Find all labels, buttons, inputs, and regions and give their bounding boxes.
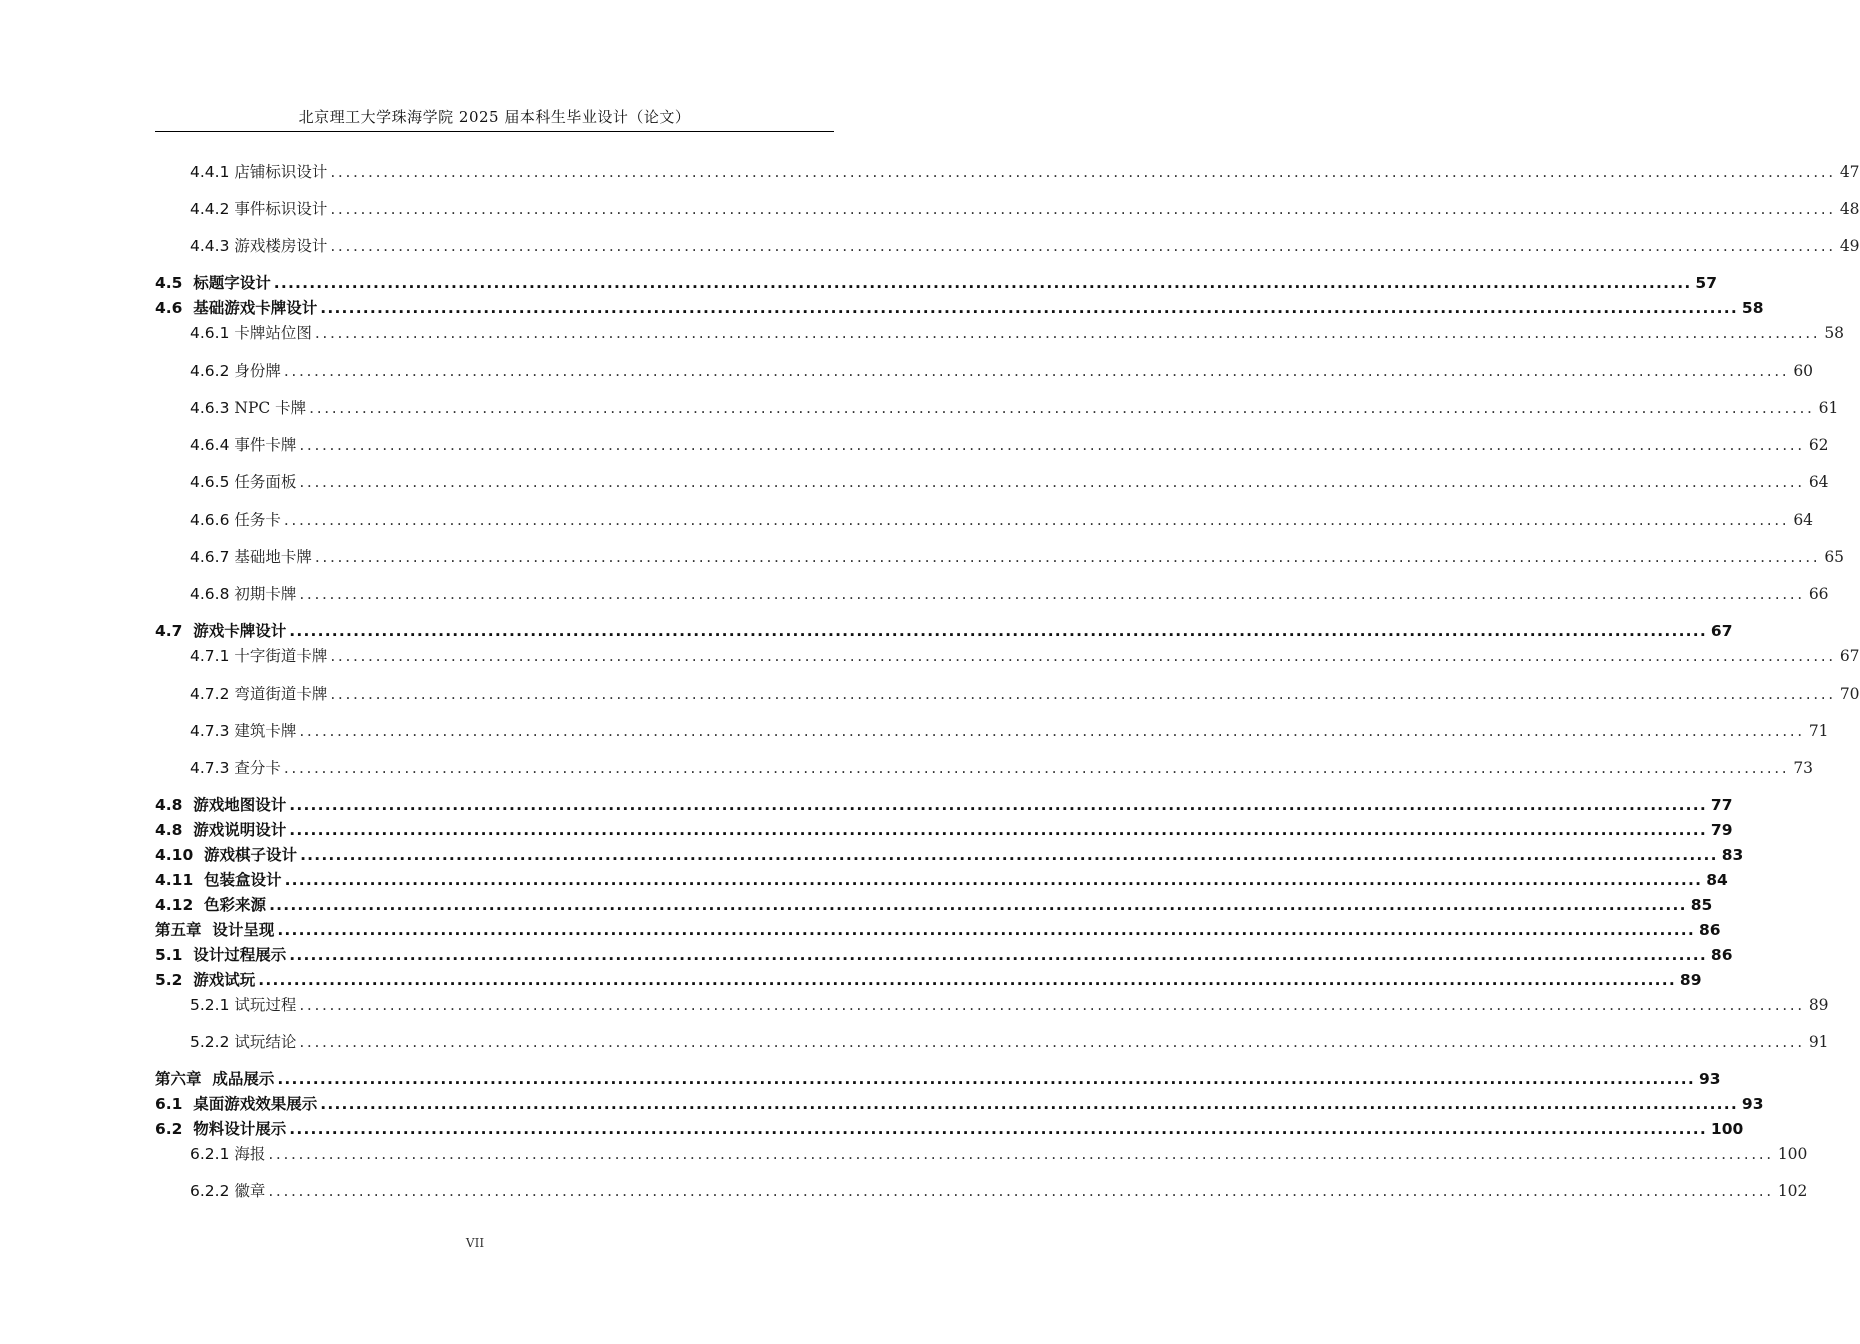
toc-entry[interactable] xyxy=(190,197,1860,219)
toc-entry[interactable] xyxy=(190,582,1829,604)
toc-entry-title: 游戏说明设计 xyxy=(193,821,287,839)
toc-entry-number: 4.6.8 xyxy=(190,585,230,603)
toc-entry-title: 基础游戏卡牌设计 xyxy=(193,299,318,317)
toc-entry-title: 任务卡 xyxy=(234,511,281,529)
toc-leader-dots: ........................................................................................................................................................................................................ xyxy=(299,996,1805,1014)
toc-entry-page: 70 xyxy=(1839,685,1860,703)
toc-entry[interactable] xyxy=(155,271,1717,293)
toc-leader-dots: ........................................................................................................................................................................................................ xyxy=(299,722,1805,740)
toc-entry-label xyxy=(190,433,296,455)
toc-leader-dots: ........................................................................................................................................................................................................ xyxy=(273,274,1692,292)
toc-entry[interactable] xyxy=(155,1067,1721,1089)
toc-leader-dots: ........................................................................................................................................................................................................ xyxy=(299,1033,1805,1051)
toc-entry-title: 设计过程展示 xyxy=(193,946,287,964)
toc-entry-label xyxy=(155,943,286,965)
toc-entry-number: 4.8 xyxy=(155,821,183,839)
toc-entry-number: 4.10 xyxy=(155,846,194,864)
toc-entry-label xyxy=(190,321,312,343)
toc-entry-page: 73 xyxy=(1793,759,1814,777)
toc-entry[interactable] xyxy=(155,918,1721,940)
toc-leader-dots: ........................................................................................................................................................................................................ xyxy=(299,436,1805,454)
toc-entry-number: 4.6.5 xyxy=(190,473,230,491)
toc-leader-dots: ........................................................................................................................................................................................................ xyxy=(284,871,1703,889)
header-rule xyxy=(155,131,834,132)
toc-entry-page: 84 xyxy=(1706,871,1728,889)
toc-entry-page: 64 xyxy=(1793,511,1814,529)
toc-entry-label xyxy=(190,756,281,778)
toc-entry-title: 初期卡牌 xyxy=(234,585,297,603)
toc-entry-page: 86 xyxy=(1710,946,1733,964)
toc-entry-number: 4.6.1 xyxy=(190,324,230,342)
toc-entry-label xyxy=(190,545,312,567)
toc-entry[interactable] xyxy=(190,1030,1829,1052)
toc-entry-page: 58 xyxy=(1741,299,1764,317)
toc-entry-page: 64 xyxy=(1808,473,1829,491)
toc-entry-title: 十字街道卡牌 xyxy=(234,647,328,665)
toc-entry-title: 游戏棋子设计 xyxy=(204,846,298,864)
toc-entry-label xyxy=(190,719,296,741)
toc-entry-label xyxy=(190,993,296,1015)
toc-leader-dots: ........................................................................................................................................................................................................ xyxy=(330,200,1836,218)
toc-entry-number: 4.7.3 xyxy=(190,759,230,777)
toc-entry-page: 62 xyxy=(1808,436,1829,454)
toc-entry-title: 基础地卡牌 xyxy=(234,548,312,566)
toc-entry-title: 游戏试玩 xyxy=(193,971,256,989)
toc-leader-dots: ........................................................................................................................................................................................................ xyxy=(330,685,1836,703)
toc-entry[interactable] xyxy=(190,993,1829,1015)
toc-entry-number: 5.2.1 xyxy=(190,996,230,1014)
toc-entry-number: 6.2 xyxy=(155,1120,183,1138)
toc-entry-number: 4.7.3 xyxy=(190,722,230,740)
toc-entry-label xyxy=(155,793,286,815)
toc-entry-number: 4.7.1 xyxy=(190,647,230,665)
toc-entry-page: 89 xyxy=(1808,996,1829,1014)
toc-entry-title: 事件标识设计 xyxy=(234,200,328,218)
toc-leader-dots: ........................................................................................................................................................................................................ xyxy=(309,399,1815,417)
toc-entry[interactable] xyxy=(190,1142,1808,1164)
toc-entry-label xyxy=(155,619,286,641)
toc-entry-page: 66 xyxy=(1808,585,1829,603)
toc-entry-page: 102 xyxy=(1777,1182,1808,1200)
toc-entry-title: 身份牌 xyxy=(234,362,281,380)
toc-entry-title: 成品展示 xyxy=(212,1070,275,1088)
toc-entry-label xyxy=(155,1117,286,1139)
toc-entry[interactable] xyxy=(155,1092,1764,1114)
toc-entry[interactable] xyxy=(155,793,1733,815)
toc-leader-dots: ........................................................................................................................................................................................................ xyxy=(289,622,1707,640)
toc-entry-page: 67 xyxy=(1710,622,1733,640)
toc-entry-title: 物料设计展示 xyxy=(193,1120,287,1138)
toc-entry[interactable] xyxy=(190,719,1829,741)
toc-entry[interactable] xyxy=(155,968,1702,990)
toc-leader-dots: ........................................................................................................................................................................................................ xyxy=(314,324,1821,342)
toc-entry-page: 93 xyxy=(1698,1070,1721,1088)
toc-entry-page: 61 xyxy=(1818,399,1839,417)
toc-entry-title: 弯道街道卡牌 xyxy=(234,685,328,703)
toc-entry-number: 4.8 xyxy=(155,796,183,814)
toc-entry[interactable] xyxy=(155,1117,1744,1139)
toc-entry-number: 4.6.7 xyxy=(190,548,230,566)
toc-entry[interactable] xyxy=(190,160,1860,182)
toc-leader-dots: ........................................................................................................................................................................................................ xyxy=(277,1070,1695,1088)
toc-entry-number: 4.7 xyxy=(155,622,183,640)
toc-entry[interactable] xyxy=(155,843,1744,865)
toc-leader-dots: ........................................................................................................................................................................................................ xyxy=(289,821,1707,839)
toc-entry-page: 100 xyxy=(1777,1145,1808,1163)
toc-entry-number: 6.1 xyxy=(155,1095,183,1113)
toc-entry-title: 桌面游戏效果展示 xyxy=(193,1095,318,1113)
toc-entry-label xyxy=(155,1067,274,1089)
toc-entry-label xyxy=(155,868,282,890)
toc-entry-label xyxy=(190,1142,265,1164)
toc-entry-page: 49 xyxy=(1839,237,1860,255)
toc-entry-title: 色彩来源 xyxy=(204,896,267,914)
toc-entry-title: 标题字设计 xyxy=(193,274,271,292)
toc-entry-number: 4.5 xyxy=(155,274,183,292)
toc-entry-number: 4.4.1 xyxy=(190,163,230,181)
toc-entry-number: 4.6.3 xyxy=(190,399,230,417)
toc-entry-page: 47 xyxy=(1839,163,1860,181)
toc-entry[interactable] xyxy=(190,433,1829,455)
toc-leader-dots: ........................................................................................................................................................................................................ xyxy=(283,362,1790,380)
toc-entry[interactable] xyxy=(190,508,1814,530)
toc-entry-title: 徽章 xyxy=(234,1182,266,1200)
toc-entry[interactable] xyxy=(190,470,1829,492)
toc-entry-label xyxy=(190,582,296,604)
toc-entry-label xyxy=(190,682,327,704)
toc-leader-dots: ........................................................................................................................................................................................................ xyxy=(314,548,1821,566)
toc-entry-label xyxy=(190,470,296,492)
page-number: VII xyxy=(465,1236,485,1250)
toc-entry-title: 设计呈现 xyxy=(212,921,275,939)
toc-leader-dots: ........................................................................................................................................................................................................ xyxy=(320,299,1738,317)
toc-entry-page: 60 xyxy=(1793,362,1814,380)
toc-entry[interactable] xyxy=(190,644,1860,666)
toc-entry[interactable] xyxy=(190,321,1845,343)
toc-entry-page: 65 xyxy=(1824,548,1845,566)
toc-entry[interactable] xyxy=(190,1179,1808,1201)
toc-leader-dots: ........................................................................................................................................................................................................ xyxy=(283,759,1790,777)
toc-entry-label xyxy=(155,818,286,840)
toc-entry-label xyxy=(155,271,271,293)
toc-entry-label xyxy=(190,359,281,381)
toc-entry-label xyxy=(190,197,327,219)
toc-entry-number: 4.4.3 xyxy=(190,237,230,255)
toc-entry-title: 店铺标识设计 xyxy=(234,163,328,181)
toc-entry-title: 事件卡牌 xyxy=(234,436,297,454)
toc-entry[interactable] xyxy=(190,234,1860,256)
page-header: 北京理工大学珠海学院 2025 届本科生毕业设计（论文） xyxy=(298,108,691,126)
toc-entry-title: NPC 卡牌 xyxy=(234,399,307,417)
toc-leader-dots: ........................................................................................................................................................................................................ xyxy=(330,237,1836,255)
toc-entry-label xyxy=(190,508,281,530)
toc-entry-number: 4.12 xyxy=(155,896,194,914)
toc-entry[interactable] xyxy=(155,893,1713,915)
toc-entry-number: 第六章 xyxy=(155,1070,202,1088)
toc-entry-number: 4.6.4 xyxy=(190,436,230,454)
toc-entry-number: 5.2.2 xyxy=(190,1033,230,1051)
toc-entry-number: 4.4.2 xyxy=(190,200,230,218)
toc-entry[interactable] xyxy=(190,396,1839,418)
toc-entry-number: 4.11 xyxy=(155,871,194,889)
toc-entry-title: 建筑卡牌 xyxy=(234,722,297,740)
toc-entry-title: 任务面板 xyxy=(234,473,297,491)
toc-entry-number: 第五章 xyxy=(155,921,202,939)
toc-entry[interactable] xyxy=(155,868,1728,890)
toc-leader-dots: ........................................................................................................................................................................................................ xyxy=(277,921,1695,939)
toc-leader-dots: ........................................................................................................................................................................................................ xyxy=(268,1145,1774,1163)
toc-entry-label xyxy=(190,234,327,256)
toc-entry[interactable] xyxy=(155,818,1733,840)
toc-entry-page: 91 xyxy=(1808,1033,1829,1051)
toc-entry-label xyxy=(155,296,317,318)
toc-entry[interactable] xyxy=(190,756,1814,778)
toc-entry-number: 4.6.2 xyxy=(190,362,230,380)
toc-leader-dots: ........................................................................................................................................................................................................ xyxy=(268,1182,1774,1200)
toc-entry-page: 48 xyxy=(1839,200,1860,218)
toc-entry-page: 89 xyxy=(1679,971,1702,989)
toc-entry-title: 游戏楼房设计 xyxy=(234,237,328,255)
toc-entry-page: 71 xyxy=(1808,722,1829,740)
toc-entry-title: 包装盒设计 xyxy=(204,871,282,889)
toc-entry-title: 游戏地图设计 xyxy=(193,796,287,814)
toc-leader-dots: ........................................................................................................................................................................................................ xyxy=(269,896,1687,914)
toc-entry-page: 58 xyxy=(1824,324,1845,342)
toc-entry[interactable] xyxy=(190,359,1814,381)
toc-leader-dots: ........................................................................................................................................................................................................ xyxy=(300,846,1718,864)
toc-entry-number: 6.2.1 xyxy=(190,1145,230,1163)
toc-entry-number: 5.2 xyxy=(155,971,183,989)
toc-entry-label xyxy=(190,396,306,418)
toc-entry-label xyxy=(155,1092,317,1114)
toc-leader-dots: ........................................................................................................................................................................................................ xyxy=(330,163,1836,181)
toc-entry-number: 5.1 xyxy=(155,946,183,964)
toc-entry-page: 86 xyxy=(1698,921,1721,939)
toc-entry[interactable] xyxy=(190,682,1860,704)
toc-entry-page: 79 xyxy=(1710,821,1733,839)
toc-entry-label xyxy=(155,968,255,990)
toc-entry-number: 4.6.6 xyxy=(190,511,230,529)
toc-entry-label xyxy=(155,843,297,865)
toc-entry-title: 海报 xyxy=(234,1145,266,1163)
toc-entry-label xyxy=(155,918,274,940)
toc-entry-title: 卡牌站位图 xyxy=(234,324,312,342)
toc-leader-dots: ........................................................................................................................................................................................................ xyxy=(330,647,1836,665)
toc-entry-label xyxy=(155,893,266,915)
toc-entry-page: 57 xyxy=(1695,274,1717,292)
toc-leader-dots: ........................................................................................................................................................................................................ xyxy=(289,946,1707,964)
toc-entry[interactable] xyxy=(155,943,1733,965)
toc-leader-dots: ........................................................................................................................................................................................................ xyxy=(289,1120,1707,1138)
toc-entry-number: 4.7.2 xyxy=(190,685,230,703)
toc-leader-dots: ........................................................................................................................................................................................................ xyxy=(258,971,1676,989)
toc-entry-page: 85 xyxy=(1690,896,1713,914)
toc-entry[interactable] xyxy=(190,545,1845,567)
toc-leader-dots: ........................................................................................................................................................................................................ xyxy=(299,585,1805,603)
toc-entry-label xyxy=(190,644,327,666)
toc-entry-page: 77 xyxy=(1710,796,1733,814)
toc-leader-dots: ........................................................................................................................................................................................................ xyxy=(299,473,1805,491)
toc-entry-title: 查分卡 xyxy=(234,759,281,777)
toc-entry-title: 试玩结论 xyxy=(234,1033,297,1051)
toc-entry-page: 100 xyxy=(1710,1120,1744,1138)
toc-entry-page: 67 xyxy=(1839,647,1860,665)
toc-entry-title: 游戏卡牌设计 xyxy=(193,622,287,640)
toc-entry-label xyxy=(190,160,327,182)
toc-entry-title: 试玩过程 xyxy=(234,996,297,1014)
toc-entry-page: 93 xyxy=(1741,1095,1764,1113)
toc-leader-dots: ........................................................................................................................................................................................................ xyxy=(320,1095,1738,1113)
toc-entry-number: 4.6 xyxy=(155,299,183,317)
toc-entry[interactable] xyxy=(155,619,1733,641)
toc-entry-page: 83 xyxy=(1721,846,1744,864)
toc-entry-label xyxy=(190,1030,296,1052)
toc-entry-number: 6.2.2 xyxy=(190,1182,230,1200)
toc-entry-label xyxy=(190,1179,265,1201)
toc-entry[interactable] xyxy=(155,296,1764,318)
toc-leader-dots: ........................................................................................................................................................................................................ xyxy=(289,796,1707,814)
toc-leader-dots: ........................................................................................................................................................................................................ xyxy=(283,511,1790,529)
